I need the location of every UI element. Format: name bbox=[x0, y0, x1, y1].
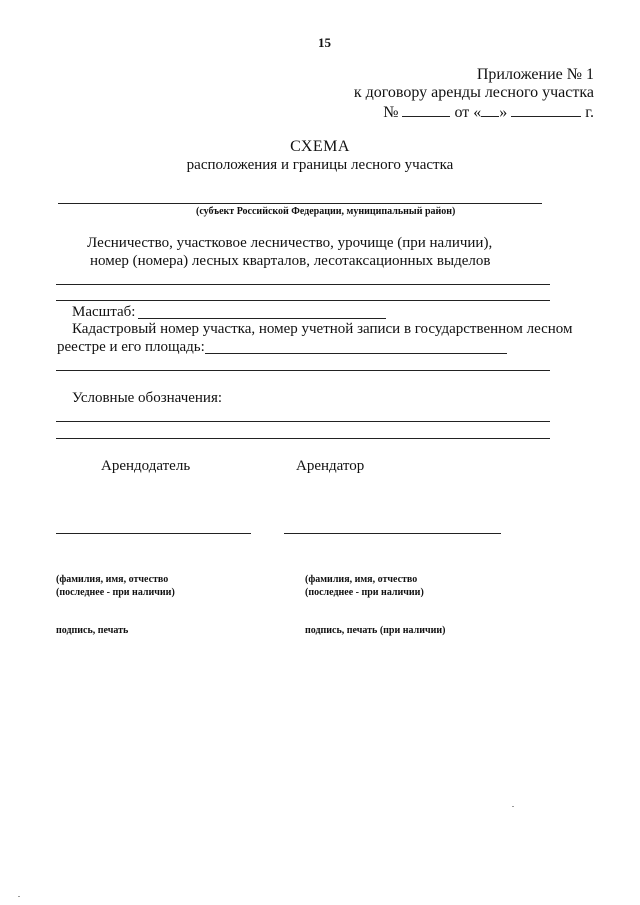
forestry-line-1: Лесничество, участковое лесничество, урочище (при наличии), bbox=[87, 235, 493, 251]
lessee-sign-caption: подпись, печать (при наличии) bbox=[305, 625, 446, 636]
subject-blank-line bbox=[58, 203, 542, 204]
contract-number-blank bbox=[402, 102, 450, 117]
lessor-sign-caption: подпись, печать bbox=[56, 625, 129, 636]
appendix-title: Приложение № 1 bbox=[476, 66, 594, 83]
lessee-signature-line bbox=[284, 533, 501, 534]
date-open-label: от « bbox=[454, 104, 482, 121]
subject-caption: (субъект Российской Федерации, муниципальный район) bbox=[196, 206, 456, 217]
lessor-signature-line bbox=[56, 533, 251, 534]
lessee-name-caption-1: (фамилия, имя, отчество bbox=[305, 574, 418, 585]
lessee-label: Арендатор bbox=[296, 458, 365, 474]
scan-speck bbox=[18, 896, 20, 897]
legend-blank-line-2 bbox=[56, 438, 550, 439]
page-number: 15 bbox=[318, 35, 331, 50]
appendix-number-date-line bbox=[383, 102, 594, 122]
scan-speck bbox=[512, 806, 514, 807]
cadastral-line-2: реестре и его площадь: bbox=[57, 339, 205, 355]
legend-label: Условные обозначения: bbox=[72, 390, 223, 406]
lessor-name-caption-1: (фамилия, имя, отчество bbox=[56, 574, 169, 585]
scale-label: Масштаб: bbox=[72, 304, 136, 320]
document-subheading: расположения и границы лесного участка bbox=[186, 157, 454, 173]
date-close-quote: » bbox=[499, 104, 508, 121]
cadastral-area-blank-line bbox=[205, 353, 507, 354]
forestry-line-2: номер (номера) лесных кварталов, лесотаксационных выделов bbox=[90, 253, 491, 269]
legend-blank-line-1 bbox=[56, 421, 550, 422]
scale-blank-line bbox=[138, 318, 386, 319]
forestry-blank-line-1 bbox=[56, 284, 550, 285]
forestry-blank-line-2 bbox=[56, 300, 550, 301]
appendix-contract-ref: к договору аренды лесного участка bbox=[353, 84, 594, 101]
lessor-label: Арендодатель bbox=[101, 458, 191, 474]
cadastral-extra-blank-line bbox=[56, 370, 550, 371]
lessor-name-caption-2: (последнее - при наличии) bbox=[56, 587, 175, 598]
date-day-blank bbox=[481, 102, 499, 117]
lessee-name-caption-2: (последнее - при наличии) bbox=[305, 587, 424, 598]
number-sign: № bbox=[383, 104, 399, 121]
date-month-blank bbox=[511, 102, 581, 117]
year-suffix: г. bbox=[585, 104, 594, 121]
document-heading: СХЕМА bbox=[290, 138, 350, 155]
cadastral-line-1: Кадастровый номер участка, номер учетной записи в государственном лесном bbox=[72, 321, 573, 337]
